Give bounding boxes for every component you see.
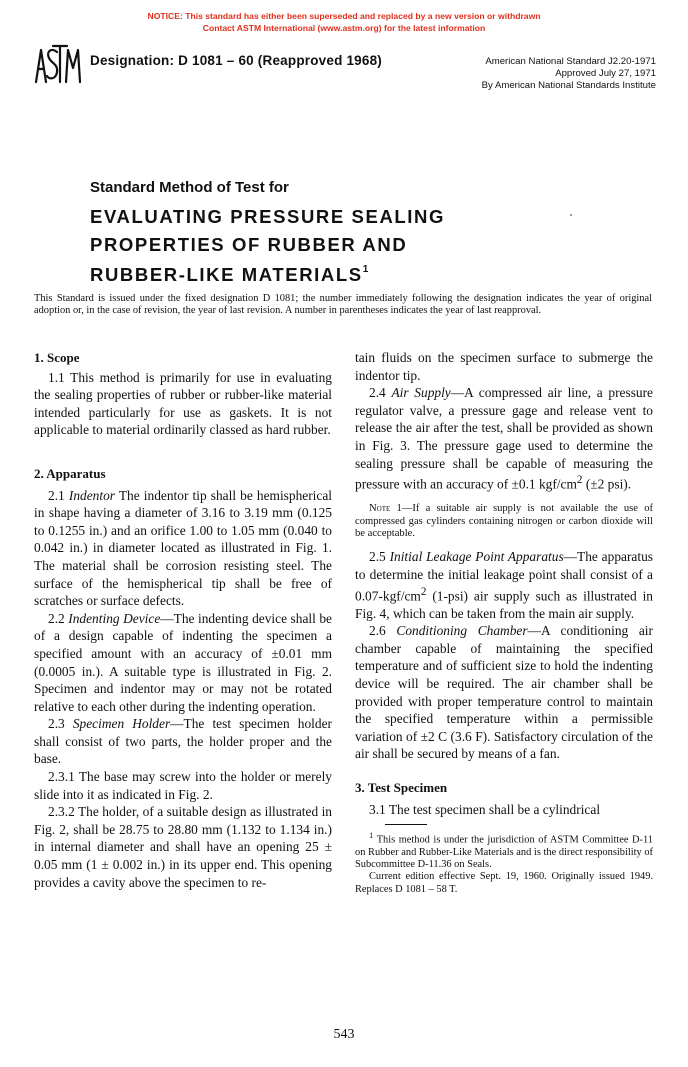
term-specimen-holder: Specimen Holder bbox=[72, 716, 171, 732]
para-2-3: 2.3 Specimen Holder—The test specimen holder shall consist of two parts, the holder proper and the base. bbox=[34, 716, 332, 767]
ans-approval bbox=[482, 56, 656, 92]
para-2-4: 2.4 Air Supply—A compressed air line, a pressure regulator valve, a pressure gage and release vent to release the air after the test, shall be provided as shown in Fig. 3. The pressure gage used to determine the sealing pressure shall be capable of measuring the pressure with an accuracy of ±0.1 kgf/$cm^2$ (±2 psi). bbox=[355, 385, 653, 492]
title-line-3-text: RUBBER-LIKE MATERIALS bbox=[90, 264, 363, 286]
astm-logo bbox=[33, 42, 81, 86]
para-2-1: 2.1 Indentor The indentor tip shall be hemispherical in shape having a diameter of 3.16 to 3.19 mm (0.125 to 0.1255 in.) and an orifice 1.00 to 1.05 mm (0.040 to 0.042 in.) in diameter located as illustrated in Fig. 1. The material shall be corrosion resisting steel. The surface of the hemispherical tip shall be free of scratches or surface defects. bbox=[34, 487, 332, 609]
speck bbox=[570, 214, 572, 216]
section-specimen-heading: 3. Test Specimen bbox=[355, 780, 448, 796]
para-2-3-1: 2.3.1 The base may screw into the holder or merely slide into it as indicated in Fig. 2. bbox=[34, 769, 332, 802]
designation: Designation: D 1081 – 60 (Reapproved 1968) bbox=[90, 53, 383, 68]
ans-line-3: By American National Standards Institute bbox=[481, 80, 656, 91]
issuance-note: This Standard is issued under the fixed designation D 1081; the number immediately following the designation indicates the year of original adoption or, in the case of revision, the year of last revision. A number in parentheses indicates the year of last reapproval. bbox=[34, 293, 652, 316]
para-3-1: 3.1 The test specimen shall be a cylindrical bbox=[369, 801, 601, 817]
notice-banner bbox=[0, 10, 688, 34]
term-indentor: Indentor bbox=[68, 487, 115, 503]
ans-line-2: Approved July 27, 1971 bbox=[555, 68, 656, 79]
ans-line-1: American National Standard J2.20-1971 bbox=[485, 56, 656, 67]
page-number: 543 bbox=[333, 1027, 355, 1042]
title-line-3 bbox=[90, 258, 530, 289]
term-indenting-device: Indenting Device bbox=[68, 610, 161, 626]
term-air-supply: Air Supply bbox=[391, 385, 451, 401]
note-1: Note 1—If a suitable air supply is not available the use of compressed gas cylinders containing nitrogen or carbon dioxide will be acceptable. bbox=[355, 503, 654, 540]
para-2-2: 2.2 Indenting Device—The indenting device shall be of a design capable of indenting the specimen a specified amount with an accuracy of ±0.01 mm (0.0005 in.). A suitable type is illustrated in Fig. 2. Specimen and indentor may or may not be rotated relative to each other during the indenting operation. bbox=[34, 610, 332, 714]
right-column bbox=[355, 349, 653, 896]
para-2-6: 2.6 Conditioning Chamber—A conditioning air chamber capable of maintaining the specified temperature and of sufficient size to hold the indenting device will be required. The air chamber shall be provided with proper temperature control to maintain the specified temperature within a permissible variation of ±2 C (3.6 F). Satisfactory circulation of the air shall be secured by means of a fan. bbox=[355, 623, 653, 762]
title-prefix: Standard Method of Test for bbox=[90, 179, 289, 196]
document-title bbox=[90, 203, 530, 289]
para-continuation: tain fluids on the specimen surface to submerge the indentor tip. bbox=[355, 350, 653, 383]
footnote-rule bbox=[385, 824, 427, 825]
footnote-1: $^1$ This method is under the jurisdiction of ASTM Committee D-11 on Rubber and Rubber-Like Materials and is the direct responsibility of Subcommittee D-11.36 on Seals. bbox=[355, 830, 653, 871]
term-conditioning-chamber: Conditioning Chamber bbox=[396, 623, 528, 639]
footnote-2: Current edition effective Sept. 19, 1960. Originally issued 1949. Replaces D 1081 – 58 T. bbox=[355, 871, 653, 895]
section-apparatus-heading: 2. Apparatus bbox=[34, 465, 106, 481]
section-scope-heading: 1. Scope bbox=[34, 350, 80, 365]
title-line-2: PROPERTIES OF RUBBER AND bbox=[90, 233, 408, 255]
notice-line-1: NOTICE: This standard has either been superseded and replaced by a new version or withdrawn bbox=[147, 11, 541, 21]
para-2-5: 2.5 Initial Leakage Point Apparatus—The apparatus to determine the initial leakage point shall consist of a $0.07-kgf/cm^2$ (1-psi) air supply such as illustrated in Fig. 4, which can be taken from the main air supply. bbox=[355, 549, 653, 621]
notice-line-2: Contact ASTM International (www.astm.org) for the latest information bbox=[202, 23, 486, 33]
term-initial-leakage: Initial Leakage Point Apparatus bbox=[389, 549, 564, 565]
para-2-3-2: 2.3.2 The holder, of a suitable design as illustrated in Fig. 2, shall be 28.75 to 28.80 mm (1.132 to 1.134 in.) in internal diameter and shall have an opening 25 ± 0.05 mm (1 ± 0.002 in.) in its upper end. This opening provides a cavity above the specimen to re- bbox=[34, 804, 332, 890]
left-column bbox=[34, 349, 332, 891]
title-line-1: EVALUATING PRESSURE SEALING bbox=[90, 206, 445, 227]
para-1-1: 1.1 This method is primarily for use in evaluating the sealing properties of rubber or rubber-like material intended particularly for use as gaskets. It is not applicable to material ordinarily classed as hard rubber. bbox=[34, 369, 332, 438]
note-label: Note 1 bbox=[369, 503, 402, 515]
title-footnote-ref: 1 bbox=[362, 264, 369, 275]
